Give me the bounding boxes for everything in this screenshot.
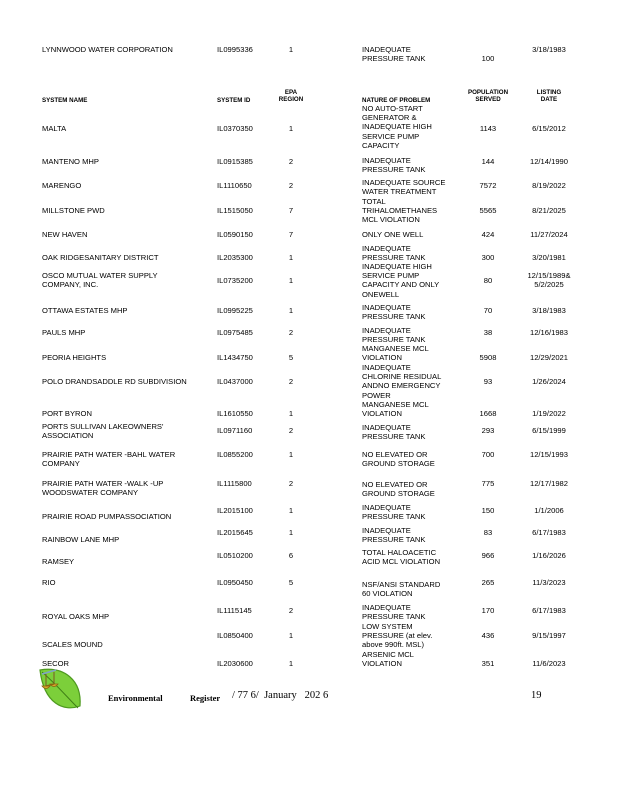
problem: MANGANESE MCL VIOLATION [362, 400, 429, 419]
listing-date: 3/20/1981 [532, 253, 566, 262]
population: 351 [481, 659, 495, 668]
footer-publication: Environmental [108, 693, 163, 703]
problem: INADEQUATE PRESSURE TANK [362, 603, 426, 622]
system-id: IL1115145 [217, 606, 252, 615]
population: 1668 [479, 409, 497, 418]
system-id: IL0915385 [217, 157, 253, 166]
system-name: RAMSEY [42, 557, 75, 566]
problem: INADEQUATE PRESSURE TANK [362, 156, 426, 175]
epa-region: 6 [288, 551, 294, 560]
system-id: IL0510200 [217, 551, 253, 560]
listing-date: 1/1/2006 [534, 506, 564, 515]
epa-region: 1 [288, 409, 294, 418]
epa-region: 5 [288, 578, 294, 587]
system-id: IL0971160 [217, 426, 253, 435]
top-entry-problem: INADEQUATE PRESSURE TANK [362, 45, 426, 64]
listing-date: 12/17/1982 [529, 479, 568, 488]
population: 83 [483, 528, 493, 537]
system-id: IL0370350 [217, 124, 253, 133]
system-name: RAINBOW LANE MHP [42, 535, 120, 544]
problem: INADEQUATE CHLORINE RESIDUAL ANDNO EMERGENCY POWER [362, 363, 442, 400]
population: 170 [481, 606, 495, 615]
system-id: IL2035300 [217, 253, 253, 262]
problem: MANGANESE MCL VIOLATION [362, 344, 429, 363]
system-name: MANTENO MHP [42, 157, 99, 166]
problem: INADEQUATE PRESSURE TANK [362, 423, 426, 442]
listing-date: 9/15/1997 [532, 631, 566, 640]
listing-date: 6/17/1983 [532, 528, 566, 537]
system-name: PORTS SULLIVAN LAKEOWNERS' ASSOCIATION [42, 422, 164, 441]
epa-region: 7 [288, 206, 294, 215]
system-name: PRAIRIE PATH WATER -WALK -UP WOODSWATER COMPANY [42, 479, 164, 498]
population: 436 [481, 631, 495, 640]
system-name: OAK RIDGESANITARY DISTRICT [42, 253, 159, 262]
header-system-name: SYSTEM NAME [42, 97, 88, 104]
header-nature-of-problem: NATURE OF PROBLEM [362, 97, 431, 104]
population: 93 [483, 377, 493, 386]
population: 775 [481, 479, 495, 488]
population: 70 [483, 306, 493, 315]
system-id: IL0855200 [217, 450, 253, 459]
system-id: IL0975485 [217, 328, 253, 337]
problem: NSF/ANSI STANDARD 60 VIOLATION [362, 580, 441, 599]
population: 80 [483, 276, 493, 285]
top-entry-date: 3/18/1983 [532, 45, 566, 54]
system-id: IL0850400 [217, 631, 253, 640]
listing-date: 11/3/2023 [532, 578, 566, 587]
listing-date: 1/19/2022 [532, 409, 566, 418]
system-name: SCALES MOUND [42, 640, 103, 649]
listing-date: 8/21/2025 [532, 206, 566, 215]
system-id: IL2030600 [217, 659, 253, 668]
problem: INADEQUATE PRESSURE TANK [362, 244, 426, 263]
system-name: PORT BYRON [42, 409, 92, 418]
population: 150 [481, 506, 495, 515]
problem: ONLY ONE WELL [362, 230, 424, 239]
top-entry-population: 100 [481, 54, 495, 63]
problem: INADEQUATE PRESSURE TANK [362, 326, 426, 345]
system-name: OSCO MUTUAL WATER SUPPLY COMPANY, INC. [42, 271, 158, 290]
listing-date: 6/15/1999 [532, 426, 566, 435]
listing-date: 1/16/2026 [532, 551, 566, 560]
system-id: IL2015645 [217, 528, 253, 537]
leaf-scales-icon [34, 664, 86, 716]
population: 300 [481, 253, 495, 262]
listing-date: 12/16/1983 [529, 328, 568, 337]
epa-region: 2 [288, 426, 294, 435]
listing-date: 11/27/2024 [530, 230, 568, 239]
system-id: IL0735200 [217, 276, 253, 285]
footer-issue: / 77 6/ January 202 6 [232, 690, 329, 701]
top-entry-name: LYNNWOOD WATER CORPORATION [42, 45, 173, 54]
system-name: MARENGO [42, 181, 82, 190]
problem: INADEQUATE PRESSURE TANK [362, 526, 426, 545]
page-number: 19 [531, 690, 542, 701]
system-name: RIO [42, 578, 56, 587]
problem: INADEQUATE PRESSURE TANK [362, 503, 426, 522]
listing-date: 12/15/1989& 5/2/2025 [527, 271, 571, 290]
epa-region: 7 [288, 230, 294, 239]
population: 5565 [479, 206, 497, 215]
system-name: PAULS MHP [42, 328, 86, 337]
system-name: POLO DRANDSADDLE RD SUBDIVISION [42, 377, 187, 386]
problem: NO ELEVATED OR GROUND STORAGE [362, 450, 435, 469]
population: 38 [483, 328, 493, 337]
system-id: IL2015100 [217, 506, 253, 515]
listing-date: 8/19/2022 [532, 181, 566, 190]
header-listing-date: LISTING DATE [536, 89, 562, 104]
system-id: IL0437000 [217, 377, 253, 386]
epa-region: 2 [288, 181, 294, 190]
epa-region: 1 [288, 276, 294, 285]
listing-date: 11/6/2023 [532, 659, 566, 668]
epa-region: 1 [288, 253, 294, 262]
system-id: IL1515050 [217, 206, 253, 215]
problem: TOTAL TRIHALOMETHANES MCL VIOLATION [362, 197, 438, 225]
population: 700 [481, 450, 495, 459]
epa-region: 1 [288, 528, 294, 537]
system-id: IL1110650 [217, 181, 252, 190]
system-name: NEW HAVEN [42, 230, 88, 239]
population: 265 [481, 578, 495, 587]
population: 5908 [479, 353, 497, 362]
epa-region: 1 [288, 306, 294, 315]
system-name: MALTA [42, 124, 67, 133]
environmental-register-logo [34, 664, 86, 716]
epa-region: 1 [288, 506, 294, 515]
system-id: IL1434750 [217, 353, 253, 362]
header-system-id: SYSTEM ID [217, 97, 251, 104]
system-id: IL0995225 [217, 306, 253, 315]
epa-region: 2 [288, 479, 294, 488]
epa-region: 1 [288, 659, 294, 668]
system-name: PRAIRIE PATH WATER -BAHL WATER COMPANY [42, 450, 176, 469]
epa-region: 1 [288, 124, 294, 133]
epa-region: 2 [288, 328, 294, 337]
epa-region: 2 [288, 606, 294, 615]
system-name: PRAIRIE ROAD PUMPASSOCIATION [42, 512, 172, 521]
footer-register: Register [190, 693, 221, 703]
listing-date: 12/14/1990 [529, 157, 568, 166]
problem: NO ELEVATED OR GROUND STORAGE [362, 480, 435, 499]
epa-region: 5 [288, 353, 294, 362]
epa-region: 1 [288, 631, 294, 640]
listing-date: 3/18/1983 [532, 306, 566, 315]
population: 293 [481, 426, 495, 435]
problem: ARSENIC MCL VIOLATION [362, 650, 414, 669]
system-id: IL1610550 [217, 409, 253, 418]
header-epa-region: EPA REGION [278, 89, 304, 104]
problem: TOTAL HALOACETIC ACID MCL VIOLATION [362, 548, 441, 567]
population: 144 [481, 157, 495, 166]
population: 966 [481, 551, 495, 560]
system-name: MILLSTONE PWD [42, 206, 105, 215]
population: 424 [481, 230, 495, 239]
population: 1143 [479, 124, 497, 133]
header-population-served: POPULATION SERVED [467, 89, 509, 104]
listing-date: 6/15/2012 [532, 124, 566, 133]
problem: INADEQUATE HIGH SERVICE PUMP CAPACITY AND ONLY ONEWELL [362, 262, 440, 299]
epa-region: 2 [288, 157, 294, 166]
problem: NO AUTO-START GENERATOR & INADEQUATE HIGH SERVICE PUMP CAPACITY [362, 104, 432, 150]
system-name: ROYAL OAKS MHP [42, 612, 110, 621]
system-id: IL0590150 [217, 230, 253, 239]
system-name: SECOR [42, 659, 70, 668]
epa-region: 2 [288, 377, 294, 386]
listing-date: 6/17/1983 [532, 606, 566, 615]
listing-date: 1/26/2024 [532, 377, 566, 386]
problem: INADEQUATE SOURCE WATER TREATMENT [362, 178, 446, 197]
problem: INADEQUATE PRESSURE TANK [362, 303, 426, 322]
system-id: IL0950450 [217, 578, 253, 587]
listing-date: 12/29/2021 [529, 353, 568, 362]
system-name: OTTAWA ESTATES MHP [42, 306, 128, 315]
top-entry-id: IL0995336 [217, 45, 253, 54]
top-entry-epa: 1 [288, 45, 294, 54]
problem: LOW SYSTEM PRESSURE (at elev. above 990ft. MSL) [362, 622, 433, 650]
system-id: IL1115800 [217, 479, 252, 488]
listing-date: 12/15/1993 [529, 450, 568, 459]
epa-region: 1 [288, 450, 294, 459]
system-name: PEORIA HEIGHTS [42, 353, 107, 362]
population: 7572 [479, 181, 497, 190]
